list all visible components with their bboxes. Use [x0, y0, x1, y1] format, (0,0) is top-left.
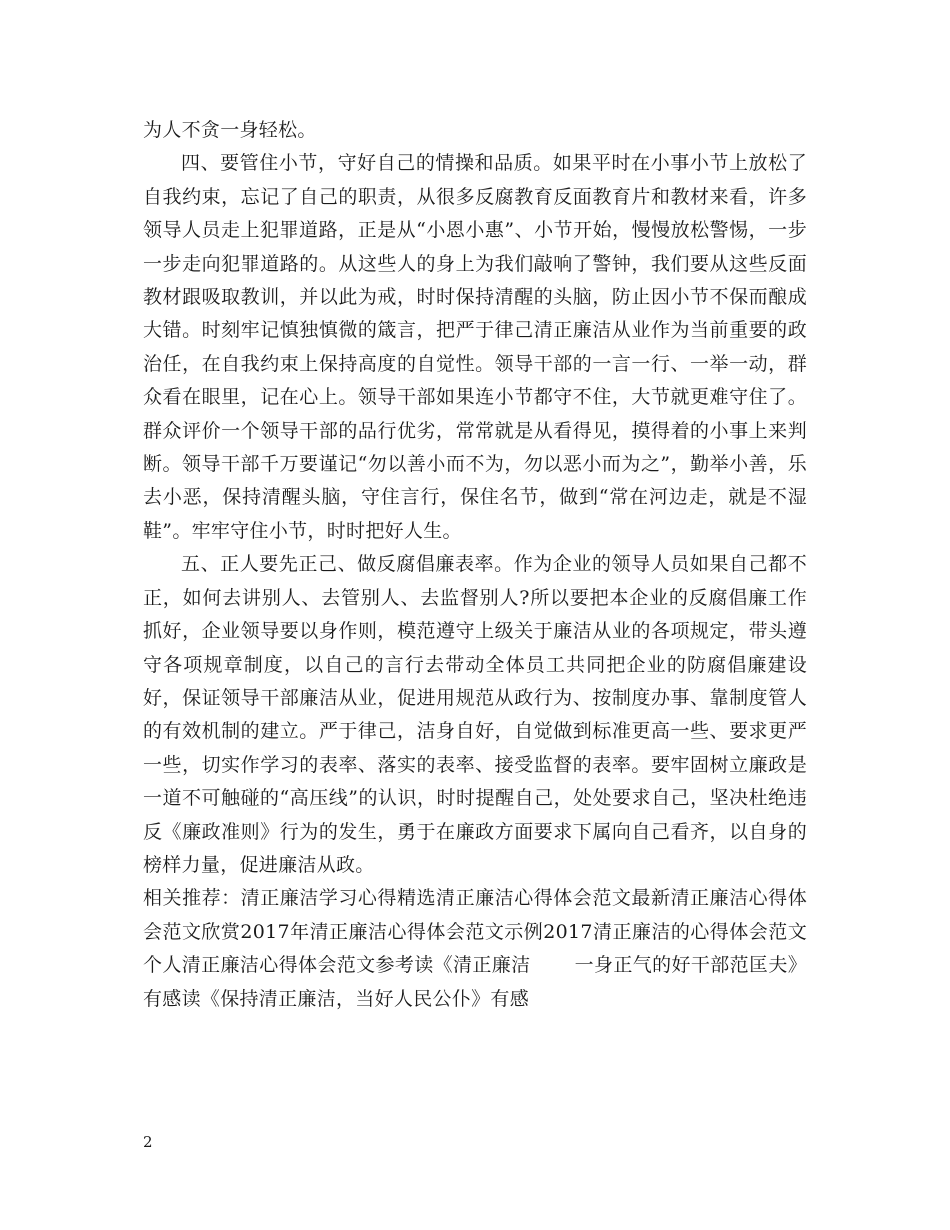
page-number: 2 [143, 1133, 153, 1151]
paragraph-five: 五、正人要先正己、做反腐倡廉表率。作为企业的领导人员如果自己都不正，如何去讲别人、去管别人、去监督别人?所以要把本企业的反腐倡廉工作抓好，企业领导要以身作则，模范遵守上级关于廉洁从业的各项规定，带头遵守各项规章制度，以自己的言行去带动全体员工共同把企业的防腐倡廉建设好，保证领导干部廉洁从业，促进用规范从政行为、按制度办事、靠制度管人的有效机制的建立。严于律己，洁身自好，自觉做到标准更高一些、要求更严一些，切实作学习的表率、落实的表率、接受监督的表率。要牢固树立廉政是一道不可触碰的“高压线”的认识，时时提醒自己，处处要求自己，坚决杜绝违反《廉政准则》行为的发生，勇于在廉政方面要求下属向自己看齐，以自身的榜样力量，促进廉洁从政。 [143, 553, 807, 876]
related-text-part-2: 一身正气的好干部范匡夫》有感读《保持清正廉洁，当好人民公仆》有感 [143, 954, 807, 1010]
related-recommendations [143, 882, 807, 1016]
continuation-text: 为人不贪一身轻松。 [143, 119, 317, 141]
paragraph-four: 四、要管住小节，守好自己的情操和品质。如果平时在小事小节上放松了自我约束，忘记了自己的职责，从很多反腐教育反面教育片和教材来看，许多领导人员走上犯罪道路，正是从“小恩小惠”、小节开始，慢慢放松警惕，一步一步走向犯罪道路的。从这些人的身上为我们敲响了警钟，我们要从这些反面教材跟吸取教训，并以此为戒，时时保持清醒的头脑，防止因小节不保而酿成大错。时刻牢记慎独慎微的箴言，把严于律己清正廉洁从业作为当前重要的政治任，在自我约束上保持高度的自觉性。领导干部的一言一行、一举一动，群众看在眼里，记在心上。领导干部如果连小节都守不住，大节就更难守住了。群众评价一个领导干部的品行优劣，常常就是从看得见，摸得着的小事上来判断。领导干部千万要谨记“勿以善小而不为，勿以恶小而为之”，勤举小善，乐去小恶，保持清醒头脑，守住言行，保住名节，做到“常在河边走，就是不湿鞋”。牢牢守住小节，时时把好人生。 [143, 152, 807, 542]
document-body [143, 114, 807, 1016]
related-text-part-1: 相关推荐：清正廉洁学习心得精选清正廉洁心得体会范文最新清正廉洁心得体会范文欣赏2017年清正廉洁心得体会范文示例2017清正廉洁的心得体会范文个人清正廉洁心得体会范文参考读《清正廉洁 [143, 887, 807, 977]
